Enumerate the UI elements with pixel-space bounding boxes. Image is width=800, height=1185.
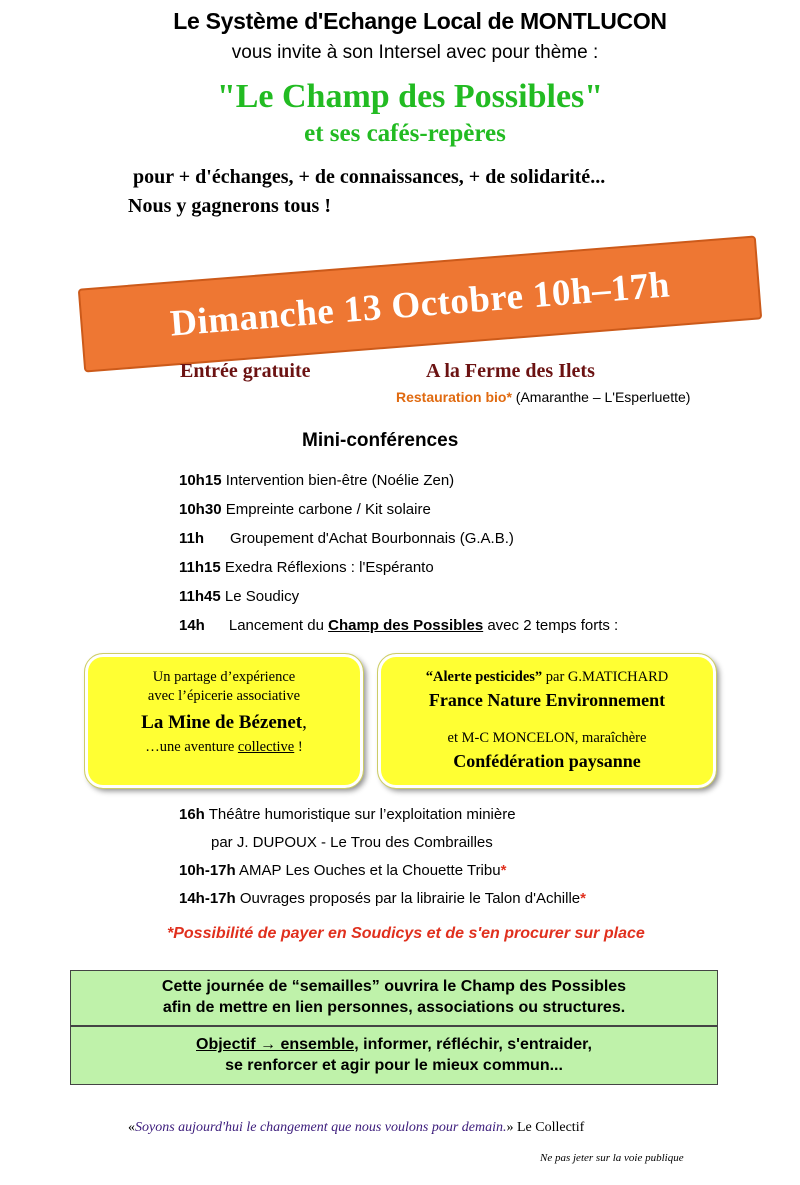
program-text: par J. DUPOUX - Le Trou des Combrailles — [211, 834, 493, 851]
quote-author: Le Collectif — [513, 1120, 585, 1135]
program-text: Le Soudicy — [220, 588, 300, 605]
box-right-org2: Confédération paysanne — [453, 751, 641, 771]
closing-quote — [128, 1120, 584, 1136]
box-left-pre: …une aventure — [145, 739, 238, 755]
program-text: Théâtre humoristique sur l’exploitation minière — [204, 806, 516, 823]
program-item — [179, 862, 506, 879]
program-item-launch — [179, 617, 618, 634]
payment-note: *Possibilité de payer en Soudicys et de s'en procurer sur place — [167, 925, 645, 942]
date-banner — [78, 235, 762, 372]
box-right-line3: et M-C MONCELON, maraîchère — [447, 730, 647, 746]
box-right-alerte: “Alerte pesticides” — [425, 669, 543, 685]
program-text: Groupement d'Achat Bourbonnais (G.A.B.) — [230, 530, 514, 547]
program-item — [179, 559, 434, 576]
program-time: 10h-17h — [179, 862, 236, 879]
highlight-box-right — [378, 654, 716, 788]
program-time: 14h — [179, 617, 205, 634]
asterisk: * — [500, 862, 507, 879]
asterisk: * — [580, 890, 586, 907]
program-item — [211, 834, 493, 851]
catering-detail: (Amaranthe – L'Esperluette) — [511, 389, 691, 405]
green2-line2: se renforcer et agir pour le mieux commun... — [225, 1057, 563, 1074]
quote-text: Soyons aujourd'hui le changement que nous voulons pour demain. — [135, 1120, 507, 1135]
launch-highlight: Champ des Possibles — [328, 617, 484, 634]
program-item — [179, 472, 454, 489]
launch-pre: Lancement du — [228, 617, 329, 634]
program-item — [179, 890, 586, 907]
event-title: Le Système d'Echange Local de MONTLUCON — [173, 8, 667, 34]
box-right-par: par G.MATICHARD — [542, 669, 669, 685]
box-left-post: ! — [294, 739, 303, 755]
program-item — [179, 588, 299, 605]
box-right-org1: France Nature Environnement — [428, 690, 666, 710]
catering-line — [396, 389, 690, 405]
mini-conferences-title: Mini-conférences — [302, 430, 459, 451]
free-entry: Entrée gratuite — [180, 360, 311, 382]
theme-title: "Le Champ des Possibles" — [216, 78, 604, 115]
venue: A la Ferme des Ilets — [426, 360, 595, 382]
program-text: Exedra Réflexions : l'Espéranto — [220, 559, 434, 576]
program-item — [179, 806, 516, 823]
program-time: 16h — [179, 806, 205, 823]
program-time: 10h15 — [179, 472, 222, 489]
launch-post: avec 2 temps forts : — [483, 617, 619, 634]
invite-line: vous invite à son Intersel avec pour thème : — [231, 42, 599, 63]
box-left-line2: avec l’épicerie associative — [147, 688, 301, 704]
box-left-comma: , — [302, 712, 307, 733]
catering-label: Restauration bio* — [396, 389, 512, 405]
program-time: 11h15 — [179, 559, 221, 576]
quote-close: » — [506, 1120, 514, 1135]
box-left-name: La Mine de Bézenet — [141, 712, 303, 733]
theme-subtitle: et ses cafés-repères — [304, 120, 506, 147]
date-text: Dimanche 13 Octobre 10h–17h — [168, 263, 672, 345]
box-left-line1: Un partage d’expérience — [152, 669, 296, 685]
program-text: Intervention bien-être (Noélie Zen) — [221, 472, 455, 489]
tagline-2: Nous y gagnerons tous ! — [128, 195, 331, 217]
program-time: 11h — [179, 530, 205, 547]
program-item — [179, 530, 514, 547]
program-time: 14h-17h — [179, 890, 236, 907]
info-box-objectif — [70, 1026, 718, 1085]
tagline-1: pour + d'échanges, + de connaissances, + de solidarité... — [133, 166, 606, 188]
green2-highlight: Objectif → ensemble, — [196, 1036, 359, 1053]
highlight-box-left — [85, 654, 363, 788]
box-left-highlight: collective — [237, 739, 295, 755]
program-text: AMAP Les Ouches et la Chouette Tribu — [235, 862, 501, 879]
program-time: 11h45 — [179, 588, 221, 605]
program-time: 10h30 — [179, 501, 222, 518]
green2-rest: informer, réfléchir, s'entraider, — [358, 1036, 592, 1053]
program-text: Ouvrages proposés par la librairie le Talon d'Achille — [235, 890, 581, 907]
quote-open: « — [128, 1120, 135, 1135]
program-item — [179, 501, 431, 518]
footer-note: Ne pas jeter sur la voie publique — [540, 1152, 684, 1164]
info-box-semailles — [70, 970, 718, 1026]
green1-line2: afin de mettre en lien personnes, associations ou structures. — [162, 999, 626, 1016]
green1-line1: Cette journée de “semailles” ouvrira le Champ des Possibles — [161, 978, 627, 995]
program-text: Empreinte carbone / Kit solaire — [221, 501, 431, 518]
